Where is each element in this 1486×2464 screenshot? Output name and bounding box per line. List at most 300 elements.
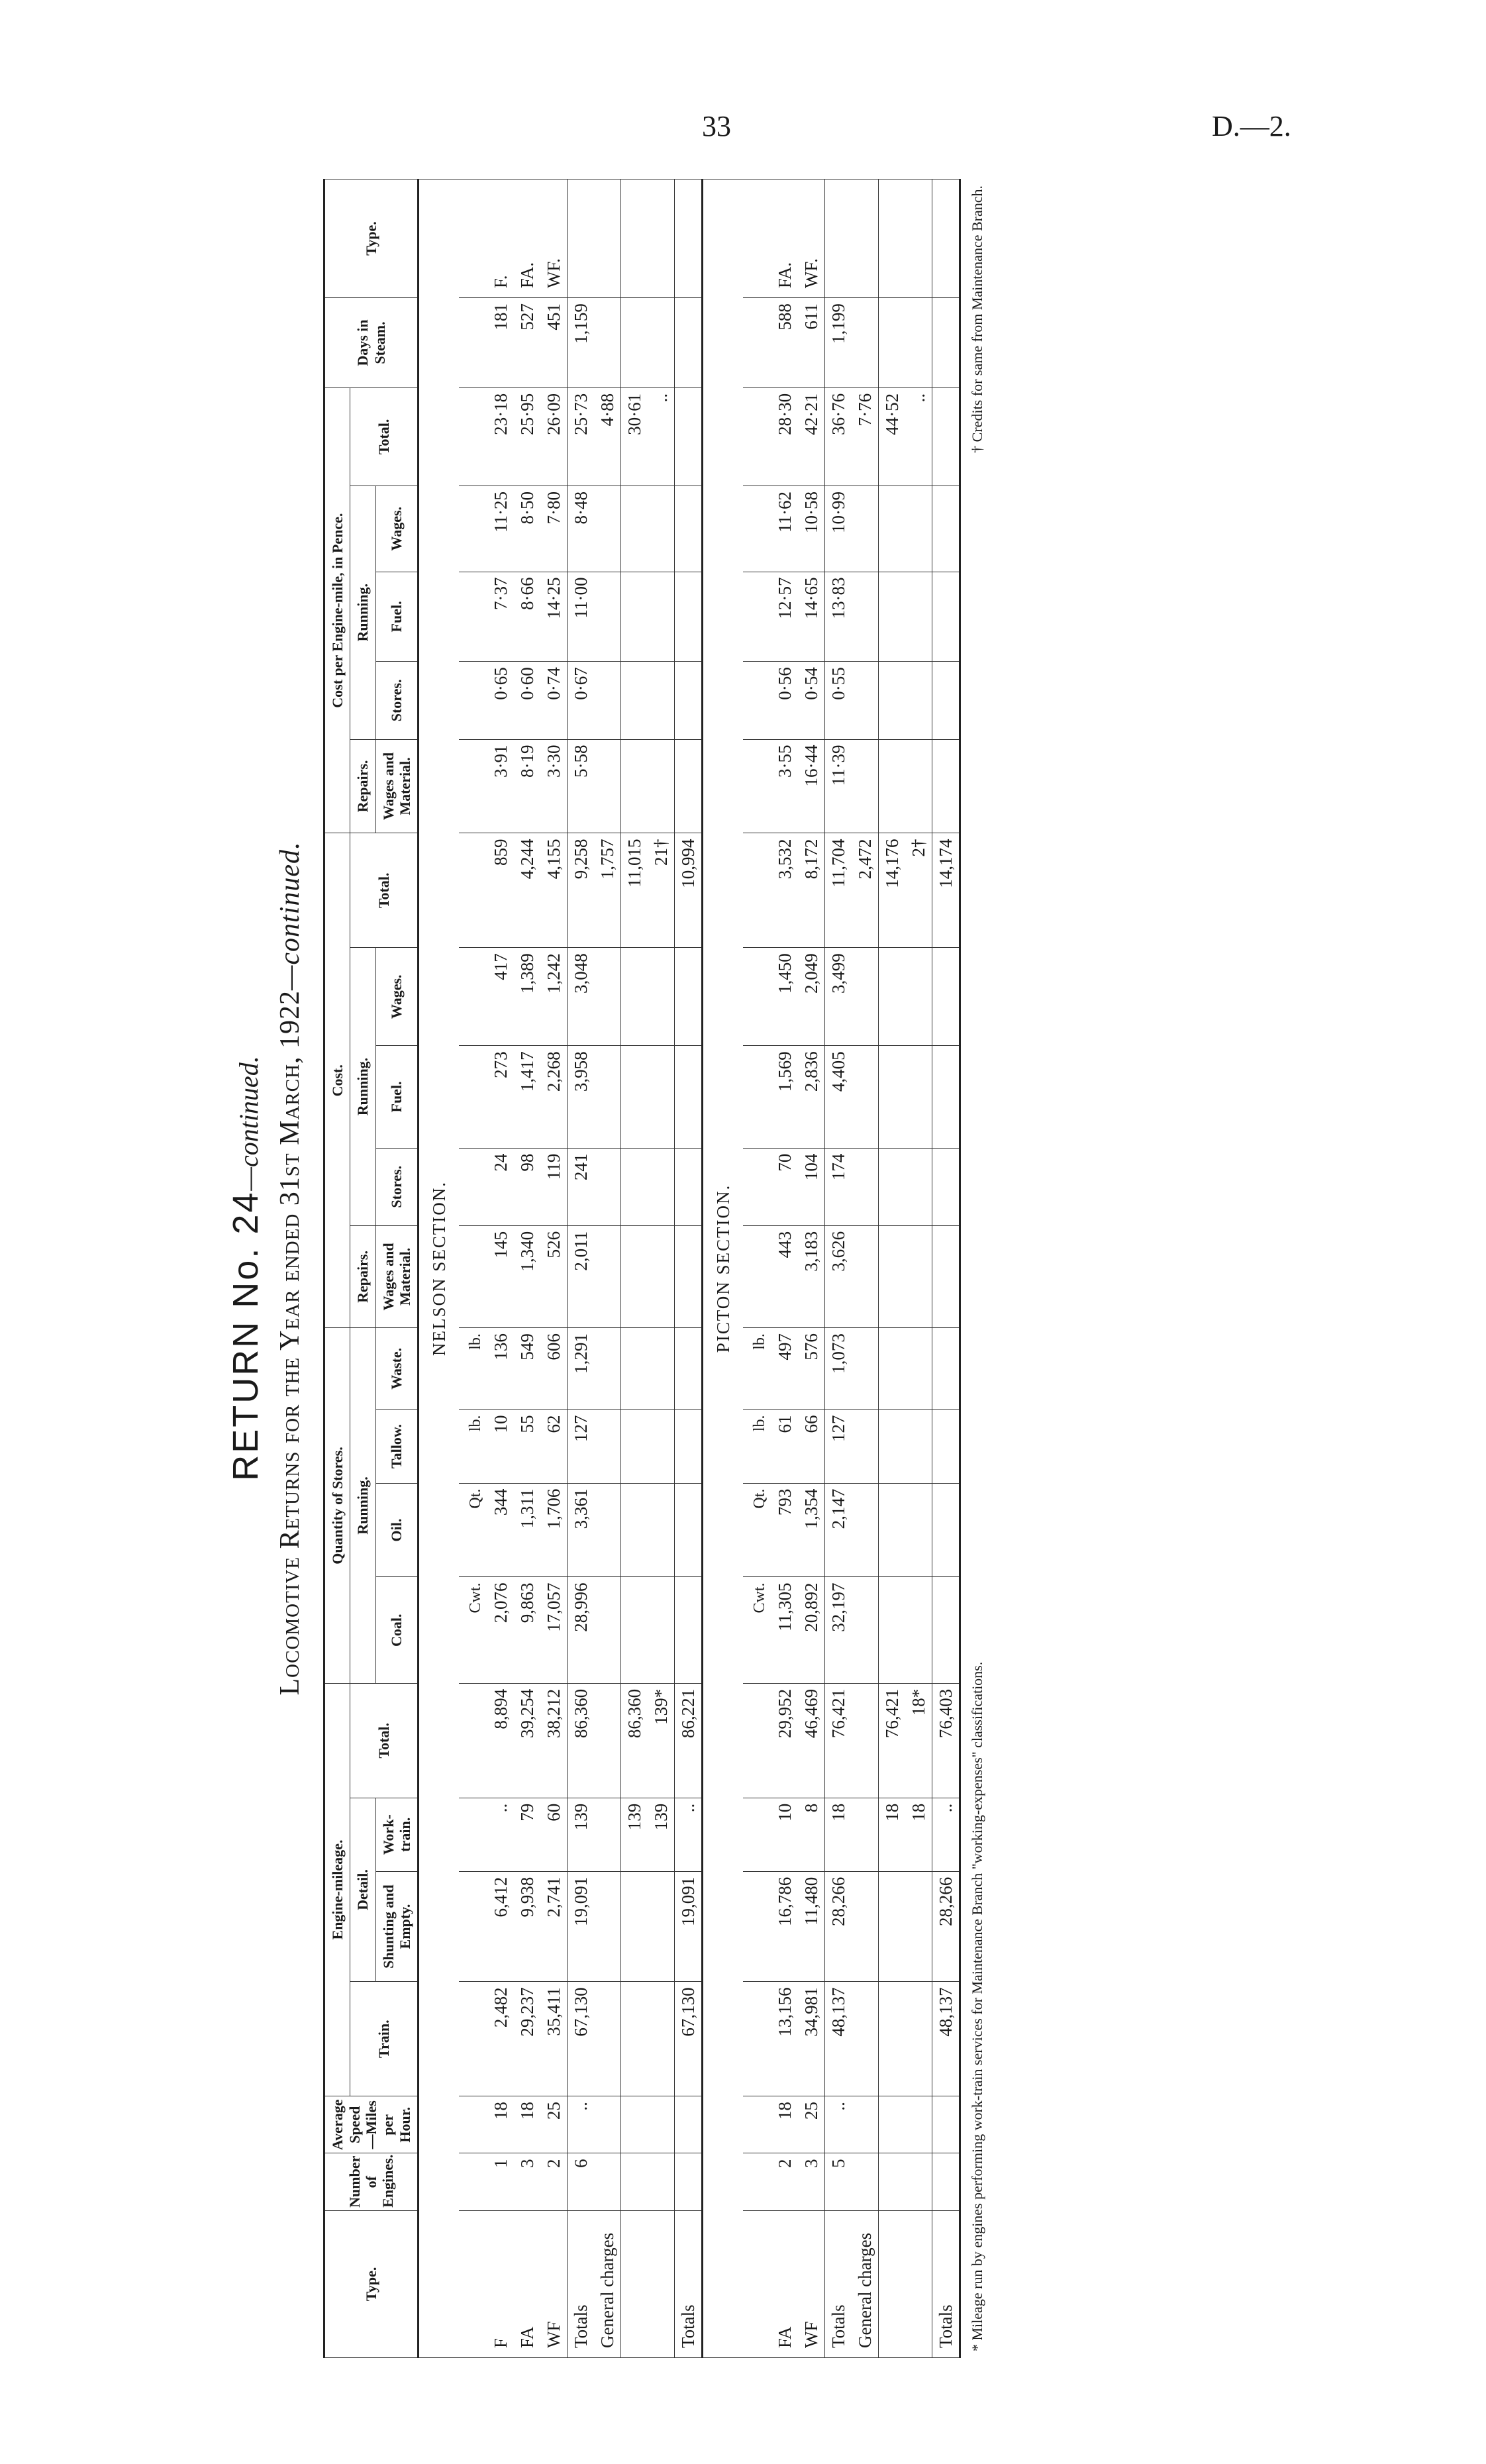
cell-p_rep: 3·30 <box>540 739 568 833</box>
cell-tallow <box>879 1410 906 1483</box>
nelson-units-row <box>459 180 487 2358</box>
cell-p_rep <box>594 739 621 833</box>
cell-tallow <box>648 1410 675 1483</box>
cell-total: 39,254 <box>514 1683 540 1798</box>
cell-waste: 576 <box>798 1328 825 1410</box>
cell-oil <box>932 1483 960 1577</box>
cell-speed <box>879 2096 906 2153</box>
cell-c_tot: 3,532 <box>771 833 798 948</box>
col-pence-wages: Wages. <box>375 486 419 572</box>
col-coal: Coal. <box>375 1577 419 1683</box>
cell-waste: 497 <box>771 1328 798 1410</box>
cell-c_sto <box>594 1148 621 1225</box>
rotated-report-page <box>219 179 1212 2358</box>
cell-p_fuel: 12·57 <box>771 572 798 662</box>
row-type-right <box>852 180 879 298</box>
col-stores-running: Running. <box>350 1328 375 1684</box>
cell-train: 48,137 <box>825 1982 852 2096</box>
cell-days: 527 <box>514 298 540 388</box>
cell-n <box>852 2153 879 2210</box>
subtitle-continued: —continued. <box>275 841 305 990</box>
cell-shunt: 19,091 <box>568 1871 595 1982</box>
cell-c_sto: 70 <box>771 1148 798 1225</box>
cell-p_sto <box>621 662 648 739</box>
cell-shunt: 6,412 <box>487 1871 514 1982</box>
subtotal-row <box>879 180 906 2358</box>
cell-train <box>879 1982 906 2096</box>
cell-c_fuel: 2,836 <box>798 1046 825 1148</box>
cell-p_fuel <box>675 572 703 662</box>
cell-p_wag <box>648 486 675 572</box>
cell-n <box>905 2153 932 2210</box>
cell-oil <box>594 1483 621 1577</box>
cell-train: 13,156 <box>771 1982 798 2096</box>
cell-c_wag <box>852 948 879 1046</box>
cell-work: .. <box>932 1798 960 1871</box>
cell-total <box>594 1683 621 1798</box>
unit-cell <box>743 387 771 486</box>
cell-tallow <box>621 1410 648 1483</box>
cell-shunt: 16,786 <box>771 1871 798 1982</box>
row-type-right: F. <box>487 180 514 298</box>
unit-cell <box>459 387 487 486</box>
cell-c_fuel <box>621 1046 648 1148</box>
cell-tallow <box>675 1410 703 1483</box>
cell-n <box>932 2153 960 2210</box>
cell-n: 6 <box>568 2153 595 2210</box>
cell-p_wag: 11·25 <box>487 486 514 572</box>
row-type-right <box>621 180 648 298</box>
cell-c_rep <box>879 1225 906 1327</box>
cell-p_rep <box>852 739 879 833</box>
grand-totals-row <box>675 180 703 2358</box>
cell-days <box>932 298 960 388</box>
cell-c_rep <box>675 1225 703 1327</box>
unit-cell <box>459 2096 487 2153</box>
row-type-right <box>932 180 960 298</box>
cell-waste <box>648 1328 675 1410</box>
col-waste: Waste. <box>375 1328 419 1410</box>
col-train: Train. <box>350 1982 419 2096</box>
cell-waste: 549 <box>514 1328 540 1410</box>
cell-total <box>852 1683 879 1798</box>
cell-waste <box>675 1328 703 1410</box>
cell-coal: 17,057 <box>540 1577 568 1683</box>
cell-c_fuel: 1,569 <box>771 1046 798 1148</box>
cell-speed <box>648 2096 675 2153</box>
cell-p_sto: 0·74 <box>540 662 568 739</box>
cell-days: 588 <box>771 298 798 388</box>
cell-c_wag: 2,049 <box>798 948 825 1046</box>
cell-coal <box>852 1577 879 1683</box>
cell-p_rep: 8·19 <box>514 739 540 833</box>
cell-c_sto: 98 <box>514 1148 540 1225</box>
cell-oil <box>852 1483 879 1577</box>
cell-p_rep: 3·55 <box>771 739 798 833</box>
cell-work: 8 <box>798 1798 825 1871</box>
cell-oil: 3,361 <box>568 1483 595 1577</box>
col-pence-total: Total. <box>350 387 419 486</box>
col-work-train: Work-train. <box>375 1798 419 1871</box>
unit-cell <box>459 662 487 739</box>
cell-coal <box>621 1577 648 1683</box>
grand-totals-row <box>932 180 960 2358</box>
cell-work: 139 <box>648 1798 675 1871</box>
return-title <box>225 179 266 2358</box>
adjustment-row <box>648 180 675 2358</box>
cell-train: 35,411 <box>540 1982 568 2096</box>
row-label: Totals <box>825 2210 852 2357</box>
cell-shunt: 28,266 <box>825 1871 852 1982</box>
header-row-2 <box>350 180 375 2358</box>
unit-cell <box>743 833 771 948</box>
locomotive-returns-table <box>323 179 961 2358</box>
cell-days: 451 <box>540 298 568 388</box>
cell-p_tot <box>932 387 960 486</box>
cell-work: 139 <box>621 1798 648 1871</box>
cell-p_tot: 42·21 <box>798 387 825 486</box>
cell-coal <box>648 1577 675 1683</box>
cell-c_tot: 4,244 <box>514 833 540 948</box>
cell-p_tot: .. <box>905 387 932 486</box>
col-mileage-total: Total. <box>350 1683 419 1798</box>
cell-tallow <box>932 1410 960 1483</box>
cell-tallow: 127 <box>825 1410 852 1483</box>
cell-c_tot: 859 <box>487 833 514 948</box>
cell-p_fuel <box>932 572 960 662</box>
row-type-right <box>675 180 703 298</box>
cell-speed: .. <box>568 2096 595 2153</box>
unit-cell <box>743 486 771 572</box>
row-type-right <box>905 180 932 298</box>
row-type-right: FA. <box>514 180 540 298</box>
cell-c_wag <box>879 948 906 1046</box>
unit-cell <box>743 1683 771 1798</box>
cell-c_rep <box>852 1225 879 1327</box>
col-pence-wages-material: Wages and Material. <box>375 739 419 833</box>
document-code: D.—2. <box>1212 110 1291 142</box>
cell-c_fuel: 3,958 <box>568 1046 595 1148</box>
cell-p_wag <box>594 486 621 572</box>
cell-n: 2 <box>540 2153 568 2210</box>
unit-cell <box>459 1225 487 1327</box>
row-label: Totals <box>568 2210 595 2357</box>
cell-shunt <box>879 1871 906 1982</box>
cell-waste <box>621 1328 648 1410</box>
row-type-right <box>879 180 906 298</box>
unit-cell <box>743 662 771 739</box>
row-type-right <box>594 180 621 298</box>
cell-p_sto <box>594 662 621 739</box>
cell-c_wag: 1,389 <box>514 948 540 1046</box>
table-row <box>514 180 540 2358</box>
cell-oil <box>621 1483 648 1577</box>
cell-p_fuel <box>879 572 906 662</box>
adjustment-row <box>905 180 932 2358</box>
cell-waste: 1,073 <box>825 1328 852 1410</box>
report-subtitle <box>274 179 306 2358</box>
cell-p_tot: 36·76 <box>825 387 852 486</box>
row-label: Totals <box>932 2210 960 2357</box>
cell-p_tot: 23·18 <box>487 387 514 486</box>
cell-total: 18* <box>905 1683 932 1798</box>
cell-p_tot <box>675 387 703 486</box>
unit-cell: Cwt. <box>743 1577 771 1683</box>
col-pence-fuel: Fuel. <box>375 572 419 662</box>
cell-c_fuel: 4,405 <box>825 1046 852 1148</box>
cell-p_rep <box>879 739 906 833</box>
cell-c_sto <box>648 1148 675 1225</box>
cell-c_wag: 1,450 <box>771 948 798 1046</box>
cell-p_wag: 11·62 <box>771 486 798 572</box>
cell-c_tot: 4,155 <box>540 833 568 948</box>
cell-p_wag <box>879 486 906 572</box>
picton-section-header <box>703 180 744 2358</box>
cell-c_wag: 3,499 <box>825 948 852 1046</box>
cell-c_rep <box>932 1225 960 1327</box>
cell-c_fuel <box>905 1046 932 1148</box>
cell-oil: 2,147 <box>825 1483 852 1577</box>
cell-speed: .. <box>825 2096 852 2153</box>
cell-c_tot: 11,704 <box>825 833 852 948</box>
cell-shunt <box>852 1871 879 1982</box>
cell-p_rep <box>932 739 960 833</box>
cell-total: 76,403 <box>932 1683 960 1798</box>
cell-p_fuel: 13·83 <box>825 572 852 662</box>
cell-p_wag <box>852 486 879 572</box>
cell-c_fuel <box>852 1046 879 1148</box>
cell-c_tot: 2† <box>905 833 932 948</box>
cell-days: 181 <box>487 298 514 388</box>
section-title: PICTON SECTION. <box>703 180 744 2358</box>
cell-c_rep <box>621 1225 648 1327</box>
unit-cell: lb. <box>459 1328 487 1410</box>
cell-c_sto: 174 <box>825 1148 852 1225</box>
cell-p_wag: 8·50 <box>514 486 540 572</box>
cell-total: 86,221 <box>675 1683 703 1798</box>
cell-coal: 32,197 <box>825 1577 852 1683</box>
cell-work: 79 <box>514 1798 540 1871</box>
cell-total: 46,469 <box>798 1683 825 1798</box>
row-label <box>621 2210 648 2357</box>
col-avg-speed: Average Speed—Miles per Hour. <box>324 2096 419 2153</box>
cell-c_sto <box>621 1148 648 1225</box>
cell-c_sto: 241 <box>568 1148 595 1225</box>
cell-days <box>648 298 675 388</box>
cell-p_tot: 25·73 <box>568 387 595 486</box>
cell-n: 2 <box>771 2153 798 2210</box>
cell-p_wag: 8·48 <box>568 486 595 572</box>
unit-cell <box>743 948 771 1046</box>
cell-work <box>852 1798 879 1871</box>
cell-oil: 344 <box>487 1483 514 1577</box>
cell-coal <box>905 1577 932 1683</box>
row-label <box>648 2210 675 2357</box>
col-cost-wages-material: Wages and Material. <box>375 1225 419 1327</box>
table-row <box>771 180 798 2358</box>
row-label: FA <box>514 2210 540 2357</box>
cell-c_sto: 104 <box>798 1148 825 1225</box>
col-oil: Oil. <box>375 1483 419 1577</box>
cell-oil: 793 <box>771 1483 798 1577</box>
unit-cell <box>459 2153 487 2210</box>
col-pence-repairs: Repairs. <box>350 739 375 833</box>
cell-p_fuel <box>905 572 932 662</box>
cell-work: 60 <box>540 1798 568 1871</box>
cell-train: 67,130 <box>675 1982 703 2096</box>
cell-p_fuel <box>852 572 879 662</box>
cell-c_rep: 443 <box>771 1225 798 1327</box>
cell-speed <box>932 2096 960 2153</box>
row-label: WF <box>798 2210 825 2357</box>
col-type-right: Type. <box>324 180 419 298</box>
cell-total: 29,952 <box>771 1683 798 1798</box>
cell-speed: 18 <box>514 2096 540 2153</box>
cell-p_fuel: 14·25 <box>540 572 568 662</box>
cell-c_rep: 3,626 <box>825 1225 852 1327</box>
cell-p_fuel: 11·00 <box>568 572 595 662</box>
cell-work: 18 <box>905 1798 932 1871</box>
cell-p_fuel: 14·65 <box>798 572 825 662</box>
cell-work: 139 <box>568 1798 595 1871</box>
cell-c_wag <box>621 948 648 1046</box>
cell-p_rep: 5·58 <box>568 739 595 833</box>
row-label: Totals <box>675 2210 703 2357</box>
cell-p_wag <box>675 486 703 572</box>
subtotal-row <box>621 180 648 2358</box>
cell-shunt: 28,266 <box>932 1871 960 1982</box>
cell-oil: 1,706 <box>540 1483 568 1577</box>
cell-p_sto <box>879 662 906 739</box>
cell-days: 611 <box>798 298 825 388</box>
cell-speed <box>675 2096 703 2153</box>
cell-tallow <box>905 1410 932 1483</box>
cell-waste: 606 <box>540 1328 568 1410</box>
unit-cell <box>743 2153 771 2210</box>
cell-n <box>648 2153 675 2210</box>
return-continued: —continued. <box>234 1056 264 1191</box>
cell-c_rep <box>905 1225 932 1327</box>
cell-p_fuel <box>648 572 675 662</box>
cell-p_sto <box>648 662 675 739</box>
col-cost-fuel: Fuel. <box>375 1046 419 1148</box>
cell-days: 1,159 <box>568 298 595 388</box>
row-type-right <box>568 180 595 298</box>
cell-c_rep <box>594 1225 621 1327</box>
cell-train <box>905 1982 932 2096</box>
unit-cell <box>459 572 487 662</box>
return-number: RETURN No. 24 <box>226 1190 266 1481</box>
cell-c_wag: 1,242 <box>540 948 568 1046</box>
cell-c_fuel <box>594 1046 621 1148</box>
cell-shunt <box>648 1871 675 1982</box>
col-detail: Detail. <box>350 1798 375 1982</box>
cell-days <box>594 298 621 388</box>
unit-cell: Cwt. <box>459 1577 487 1683</box>
cell-total: 86,360 <box>568 1683 595 1798</box>
row-type-right <box>825 180 852 298</box>
cell-coal <box>932 1577 960 1683</box>
unit-cell <box>743 1982 771 2096</box>
cell-shunt: 11,480 <box>798 1871 825 1982</box>
cell-c_rep: 2,011 <box>568 1225 595 1327</box>
unit-cell <box>459 2210 487 2357</box>
cell-train <box>621 1982 648 2096</box>
cell-oil: 1,311 <box>514 1483 540 1577</box>
cell-p_tot: 26·09 <box>540 387 568 486</box>
cell-c_tot: 21† <box>648 833 675 948</box>
nelson-section-header <box>419 180 460 2358</box>
cell-work: .. <box>675 1798 703 1871</box>
unit-cell <box>459 1046 487 1148</box>
cell-p_sto: 0·56 <box>771 662 798 739</box>
cell-coal: 28,996 <box>568 1577 595 1683</box>
cell-p_sto: 0·65 <box>487 662 514 739</box>
unit-cell <box>459 1683 487 1798</box>
row-label: General charges <box>852 2210 879 2357</box>
cell-shunt <box>621 1871 648 1982</box>
cell-work <box>594 1798 621 1871</box>
cell-p_fuel <box>621 572 648 662</box>
cell-shunt: 2,741 <box>540 1871 568 1982</box>
cell-p_sto <box>905 662 932 739</box>
picton-units-row <box>743 180 771 2358</box>
cell-tallow: 10 <box>487 1410 514 1483</box>
cell-coal: 2,076 <box>487 1577 514 1683</box>
cell-c_tot: 10,994 <box>675 833 703 948</box>
col-cost-repairs: Repairs. <box>350 1225 375 1327</box>
cell-c_rep <box>648 1225 675 1327</box>
cell-c_sto <box>852 1148 879 1225</box>
cell-waste <box>932 1328 960 1410</box>
unit-cell <box>743 298 771 388</box>
header-row-1 <box>324 180 350 2358</box>
row-type-right <box>648 180 675 298</box>
cell-work: .. <box>487 1798 514 1871</box>
cell-p_fuel <box>594 572 621 662</box>
subtitle-text: Locomotive Returns for the Year ended 31st March, 1922 <box>275 990 305 1696</box>
col-pence-running: Running. <box>350 486 375 739</box>
cell-c_sto <box>675 1148 703 1225</box>
col-cost-stores: Stores. <box>375 1148 419 1225</box>
cell-p_tot: 7·76 <box>852 387 879 486</box>
cell-c_wag <box>675 948 703 1046</box>
col-cost-wages: Wages. <box>375 948 419 1046</box>
cell-coal: 11,305 <box>771 1577 798 1683</box>
col-qty-stores: Quantity of Stores. <box>324 1328 350 1684</box>
row-label: F <box>487 2210 514 2357</box>
cell-days: 1,199 <box>825 298 852 388</box>
cell-n: 3 <box>514 2153 540 2210</box>
cell-p_rep: 16·44 <box>798 739 825 833</box>
cell-tallow: 127 <box>568 1410 595 1483</box>
cell-p_fuel: 8·66 <box>514 572 540 662</box>
cell-p_sto: 0·55 <box>825 662 852 739</box>
cell-train: 48,137 <box>932 1982 960 2096</box>
table-row <box>798 180 825 2358</box>
unit-cell: lb. <box>743 1410 771 1483</box>
cell-c_rep: 145 <box>487 1225 514 1327</box>
table-row <box>540 180 568 2358</box>
cell-p_tot: .. <box>648 387 675 486</box>
cell-c_rep: 1,340 <box>514 1225 540 1327</box>
cell-speed <box>852 2096 879 2153</box>
unit-cell <box>459 486 487 572</box>
section-title: NELSON SECTION. <box>419 180 460 2358</box>
cell-c_sto <box>905 1148 932 1225</box>
unit-cell <box>459 1798 487 1871</box>
cell-p_rep <box>675 739 703 833</box>
